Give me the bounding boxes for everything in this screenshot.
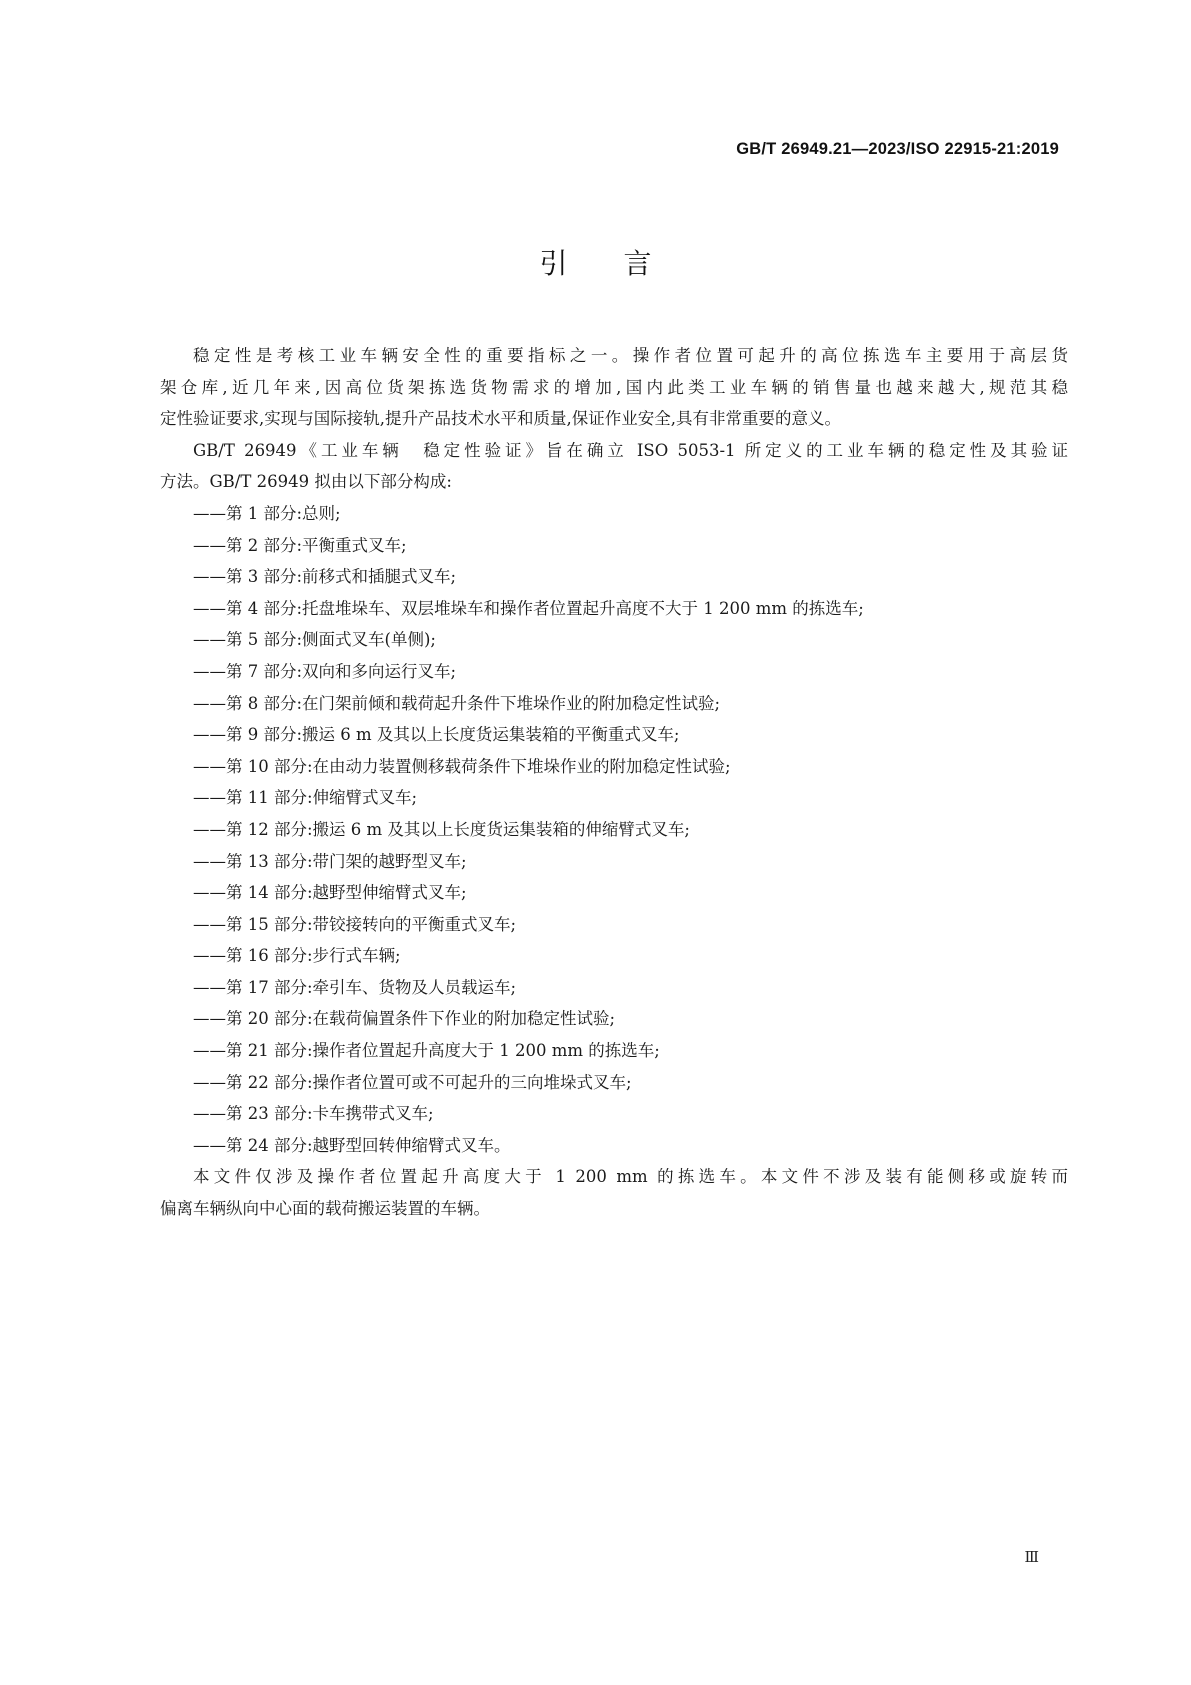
list-item: ——第 3 部分:前移式和插腿式叉车; [193,567,457,587]
list-item: ——第 9 部分:搬运 6 m 及其以上长度货运集装箱的平衡重式叉车; [193,725,680,745]
list-item: ——第 24 部分:越野型回转伸缩臂式叉车。 [193,1135,511,1155]
list-item: ——第 13 部分:带门架的越野型叉车; [193,851,467,871]
list-item: ——第 10 部分:在由动力装置侧移载荷条件下堆垛作业的附加稳定性试验; [193,756,731,776]
list-item: ——第 21 部分:操作者位置起升高度大于 1 200 mm 的拣选车; [193,1041,660,1061]
list-item: ——第 22 部分:操作者位置可或不可起升的三向堆垛式叉车; [193,1072,632,1092]
scope-line: 本文件仅涉及操作者位置起升高度大于 1 200 mm 的拣选车。本文件不涉及装有能侧移或旋转而 [193,1167,1068,1187]
parts-list [160,498,1068,1161]
intro-line: 定性验证要求,实现与国际接轨,提升产品技术水平和质量,保证作业安全,具有非常重要的意义。 [160,409,841,429]
list-item: ——第 15 部分:带铰接转向的平衡重式叉车; [193,914,517,934]
list-item: ——第 2 部分:平衡重式叉车; [193,535,407,555]
list-item: ——第 8 部分:在门架前倾和载荷起升条件下堆垛作业的附加稳定性试验; [193,693,721,713]
list-item: ——第 5 部分:侧面式叉车(单侧); [193,630,436,650]
list-item: ——第 11 部分:伸缩臂式叉车; [193,788,418,808]
document-body [160,340,1068,1225]
list-item: ——第 12 部分:搬运 6 m 及其以上长度货运集装箱的伸缩臂式叉车; [193,819,690,839]
intro-line: 稳定性是考核工业车辆安全性的重要指标之一。操作者位置可起升的高位拣选车主要用于高层货 [193,346,1068,365]
series-paragraph [160,435,1068,498]
list-item: ——第 20 部分:在载荷偏置条件下作业的附加稳定性试验; [193,1009,616,1029]
scope-paragraph [160,1161,1068,1224]
page-title: 引言 [539,247,708,280]
list-item: ——第 1 部分:总则; [193,503,341,523]
intro-line: 架仓库,近几年来,因高位货架拣选货物需求的增加,国内此类工业车辆的销售量也越来越大,规范其稳 [160,377,1068,397]
list-item: ——第 23 部分:卡车携带式叉车; [193,1104,434,1124]
list-item: ——第 4 部分:托盘堆垛车、双层堆垛车和操作者位置起升高度不大于 1 200 mm 的拣选车; [193,598,864,618]
series-line: 方法。GB/T 26949 拟由以下部分构成: [160,472,452,492]
intro-paragraph [160,340,1068,435]
scope-line: 偏离车辆纵向中心面的载荷搬运装置的车辆。 [160,1199,490,1219]
list-item: ——第 16 部分:步行式车辆; [193,946,401,966]
standard-code: GB/T 26949.21—2023/ISO 22915-21:2019 [736,140,1059,158]
page-number: Ⅲ [1024,1548,1039,1566]
list-item: ——第 7 部分:双向和多向运行叉车; [193,661,457,681]
list-item: ——第 17 部分:牵引车、货物及人员载运车; [193,977,517,997]
series-line: GB/T 26949《工业车辆 稳定性验证》旨在确立 ISO 5053-1 所定义的工业车辆的稳定性及其验证 [193,440,1068,460]
list-item: ——第 14 部分:越野型伸缩臂式叉车; [193,883,467,903]
